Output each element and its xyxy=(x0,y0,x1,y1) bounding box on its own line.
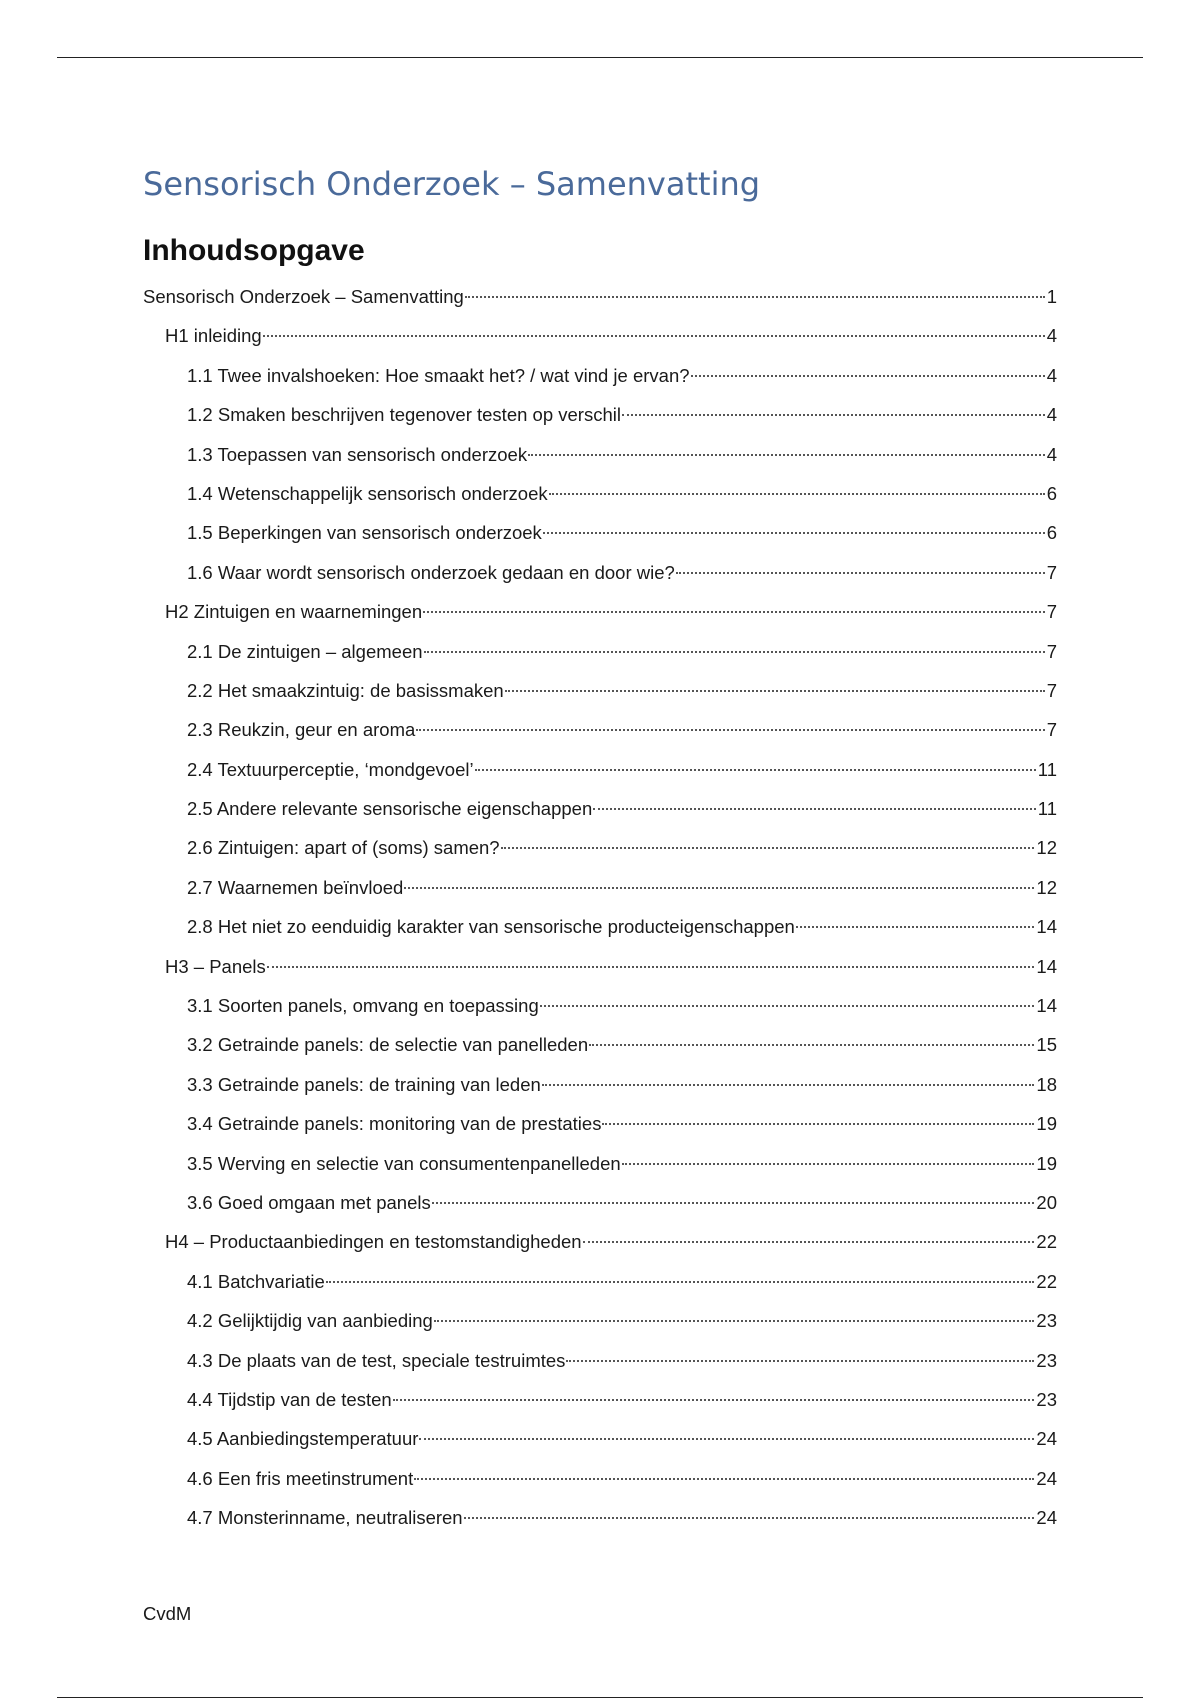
toc-page-number: 19 xyxy=(1036,1152,1057,1174)
toc-page-number: 23 xyxy=(1036,1310,1057,1332)
toc-entry[interactable] xyxy=(143,1346,1057,1385)
toc-page-number: 12 xyxy=(1036,837,1057,859)
toc-entry-label: 4.7 Monsterinname, neutraliseren xyxy=(187,1507,463,1529)
toc-entry[interactable] xyxy=(143,952,1057,991)
toc-entry-label: 2.1 De zintuigen – algemeen xyxy=(187,640,423,662)
toc-page-number: 11 xyxy=(1037,758,1057,780)
toc-entry[interactable] xyxy=(143,1424,1057,1463)
toc-page-number: 12 xyxy=(1036,876,1057,898)
toc-entry[interactable] xyxy=(143,1503,1057,1542)
toc-entry[interactable] xyxy=(143,282,1057,321)
toc-entry-label: 3.3 Getrainde panels: de training van leden xyxy=(187,1073,541,1095)
toc-dot-leader xyxy=(432,1202,1035,1204)
toc-entry-label: 1.2 Smaken beschrijven tegenover testen op verschil xyxy=(187,404,621,426)
toc-entry[interactable] xyxy=(143,755,1057,794)
toc-entry-label: 3.6 Goed omgaan met panels xyxy=(187,1191,431,1213)
toc-entry-label: 2.8 Het niet zo eenduidig karakter van sensorische producteigenschappen xyxy=(187,916,795,938)
toc-dot-leader xyxy=(583,1241,1035,1243)
toc-page-number: 1 xyxy=(1046,286,1057,307)
toc-entry-label: 2.4 Textuurperceptie, ‘mondgevoel’ xyxy=(187,758,474,780)
toc-entry[interactable] xyxy=(143,1149,1057,1188)
toc-entry-label: 2.5 Andere relevante sensorische eigenschappen xyxy=(187,798,593,820)
toc-entry[interactable] xyxy=(143,597,1057,636)
toc-page-number: 7 xyxy=(1046,679,1057,701)
toc-entry-label: H1 inleiding xyxy=(165,325,262,347)
toc-page-number: 7 xyxy=(1046,561,1057,583)
toc-page-number: 7 xyxy=(1046,601,1057,623)
toc-dot-leader xyxy=(540,1005,1035,1007)
toc-page-number: 23 xyxy=(1036,1388,1057,1410)
toc-dot-leader xyxy=(419,1438,1034,1440)
toc-entry-label: 3.2 Getrainde panels: de selectie van panelleden xyxy=(187,1034,589,1056)
toc-entry[interactable] xyxy=(143,676,1057,715)
toc-entry-label: 4.6 Een fris meetinstrument xyxy=(187,1467,414,1489)
toc-dot-leader xyxy=(543,532,1045,534)
document-title: Sensorisch Onderzoek – Samenvatting xyxy=(143,165,761,203)
toc-dot-leader xyxy=(566,1360,1034,1362)
toc-entry[interactable] xyxy=(143,1188,1057,1227)
toc-dot-leader xyxy=(528,454,1045,456)
toc-dot-leader xyxy=(393,1399,1035,1401)
toc-entry-label: H4 – Productaanbiedingen en testomstandigheden xyxy=(165,1231,582,1253)
toc-entry[interactable] xyxy=(143,1070,1057,1109)
toc-dot-leader xyxy=(505,690,1045,692)
toc-dot-leader xyxy=(267,966,1035,968)
toc-entry-label: 2.7 Waarnemen beïnvloed xyxy=(187,876,404,898)
toc-page-number: 4 xyxy=(1046,325,1057,347)
toc-page-number: 14 xyxy=(1036,955,1057,977)
toc-heading: Inhoudsopgave xyxy=(143,234,365,267)
toc-entry-label: Sensorisch Onderzoek – Samenvatting xyxy=(143,286,464,307)
toc-entry[interactable] xyxy=(143,873,1057,912)
toc-dot-leader xyxy=(434,1320,1035,1322)
toc-entry[interactable] xyxy=(143,794,1057,833)
toc-entry-label: 4.3 De plaats van de test, speciale testruimtes xyxy=(187,1349,566,1371)
toc-entry[interactable] xyxy=(143,361,1057,400)
toc-entry-label: 4.4 Tijdstip van de testen xyxy=(187,1388,392,1410)
toc-entry-label: 4.1 Batchvariatie xyxy=(187,1270,325,1292)
toc-entry-label: 1.1 Twee invalshoeken: Hoe smaakt het? / wat vind je ervan? xyxy=(187,364,690,386)
toc-entry-label: 3.4 Getrainde panels: monitoring van de prestaties xyxy=(187,1113,602,1135)
toc-dot-leader xyxy=(602,1123,1034,1125)
toc-page-number: 24 xyxy=(1036,1428,1057,1450)
toc-page-number: 7 xyxy=(1046,719,1057,741)
toc-entry[interactable] xyxy=(143,833,1057,872)
toc-entry[interactable] xyxy=(143,1227,1057,1266)
toc-dot-leader xyxy=(501,847,1035,849)
toc-entry-label: H3 – Panels xyxy=(165,955,266,977)
toc-entry-label: 1.4 Wetenschappelijk sensorisch onderzoek xyxy=(187,482,548,504)
header-rule xyxy=(57,57,1143,58)
toc-page-number: 4 xyxy=(1046,404,1057,426)
toc-entry-label: H2 Zintuigen en waarnemingen xyxy=(165,601,423,623)
toc-page-number: 23 xyxy=(1036,1349,1057,1371)
toc-page-number: 24 xyxy=(1036,1507,1057,1529)
toc-entry[interactable] xyxy=(143,1306,1057,1345)
toc-dot-leader xyxy=(424,651,1045,653)
toc-page-number: 6 xyxy=(1046,482,1057,504)
toc-entry-label: 4.5 Aanbiedingstemperatuur xyxy=(187,1428,419,1450)
toc-entry[interactable] xyxy=(143,558,1057,597)
toc-entry[interactable] xyxy=(143,1109,1057,1148)
toc-entry[interactable] xyxy=(143,715,1057,754)
toc-page-number: 19 xyxy=(1036,1113,1057,1135)
toc-dot-leader xyxy=(423,611,1045,613)
toc-page-number: 6 xyxy=(1046,522,1057,544)
table-of-contents xyxy=(143,282,1057,1543)
toc-entry[interactable] xyxy=(143,518,1057,557)
footer-rule xyxy=(57,1697,1143,1698)
toc-page-number: 14 xyxy=(1036,995,1057,1017)
toc-entry[interactable] xyxy=(143,912,1057,951)
toc-dot-leader xyxy=(549,493,1045,495)
toc-entry-label: 2.2 Het smaakzintuig: de basissmaken xyxy=(187,679,504,701)
toc-entry[interactable] xyxy=(143,440,1057,479)
toc-page-number: 11 xyxy=(1037,798,1057,820)
toc-entry[interactable] xyxy=(143,1464,1057,1503)
toc-page-number: 20 xyxy=(1036,1191,1057,1213)
toc-entry[interactable] xyxy=(143,1385,1057,1424)
toc-entry[interactable] xyxy=(143,400,1057,439)
toc-dot-leader xyxy=(475,769,1036,771)
toc-dot-leader xyxy=(542,1084,1035,1086)
toc-entry-label: 1.6 Waar wordt sensorisch onderzoek gedaan en door wie? xyxy=(187,561,675,583)
toc-entry-label: 4.2 Gelijktijdig van aanbieding xyxy=(187,1310,433,1332)
toc-entry[interactable] xyxy=(143,1030,1057,1069)
toc-dot-leader xyxy=(464,1517,1035,1519)
toc-entry-label: 1.3 Toepassen van sensorisch onderzoek xyxy=(187,443,528,465)
toc-dot-leader xyxy=(676,572,1045,574)
toc-entry[interactable] xyxy=(143,637,1057,676)
toc-page-number: 22 xyxy=(1036,1231,1057,1253)
toc-dot-leader xyxy=(414,1478,1034,1480)
toc-page-number: 15 xyxy=(1036,1034,1057,1056)
toc-entry[interactable] xyxy=(143,991,1057,1030)
toc-entry-label: 2.3 Reukzin, geur en aroma xyxy=(187,719,416,741)
toc-page-number: 4 xyxy=(1046,364,1057,386)
toc-dot-leader xyxy=(326,1281,1035,1283)
toc-dot-leader xyxy=(691,375,1045,377)
toc-entry[interactable] xyxy=(143,479,1057,518)
toc-dot-leader xyxy=(263,335,1045,337)
toc-dot-leader xyxy=(404,887,1034,889)
toc-dot-leader xyxy=(796,926,1035,928)
toc-dot-leader xyxy=(589,1044,1034,1046)
toc-dot-leader xyxy=(465,296,1045,298)
footer-author-initials: CvdM xyxy=(143,1603,192,1624)
toc-dot-leader xyxy=(622,414,1045,416)
toc-entry-label: 1.5 Beperkingen van sensorisch onderzoek xyxy=(187,522,542,544)
toc-page-number: 4 xyxy=(1046,443,1057,465)
toc-dot-leader xyxy=(416,729,1044,731)
toc-page-number: 14 xyxy=(1036,916,1057,938)
toc-entry-label: 3.1 Soorten panels, omvang en toepassing xyxy=(187,995,539,1017)
toc-entry-label: 2.6 Zintuigen: apart of (soms) samen? xyxy=(187,837,500,859)
toc-page-number: 22 xyxy=(1036,1270,1057,1292)
toc-dot-leader xyxy=(593,808,1036,810)
toc-entry[interactable] xyxy=(143,321,1057,360)
toc-page-number: 24 xyxy=(1036,1467,1057,1489)
toc-page-number: 7 xyxy=(1046,640,1057,662)
toc-entry-label: 3.5 Werving en selectie van consumentenpanelleden xyxy=(187,1152,621,1174)
toc-entry[interactable] xyxy=(143,1267,1057,1306)
toc-dot-leader xyxy=(622,1163,1035,1165)
toc-page-number: 18 xyxy=(1036,1073,1057,1095)
